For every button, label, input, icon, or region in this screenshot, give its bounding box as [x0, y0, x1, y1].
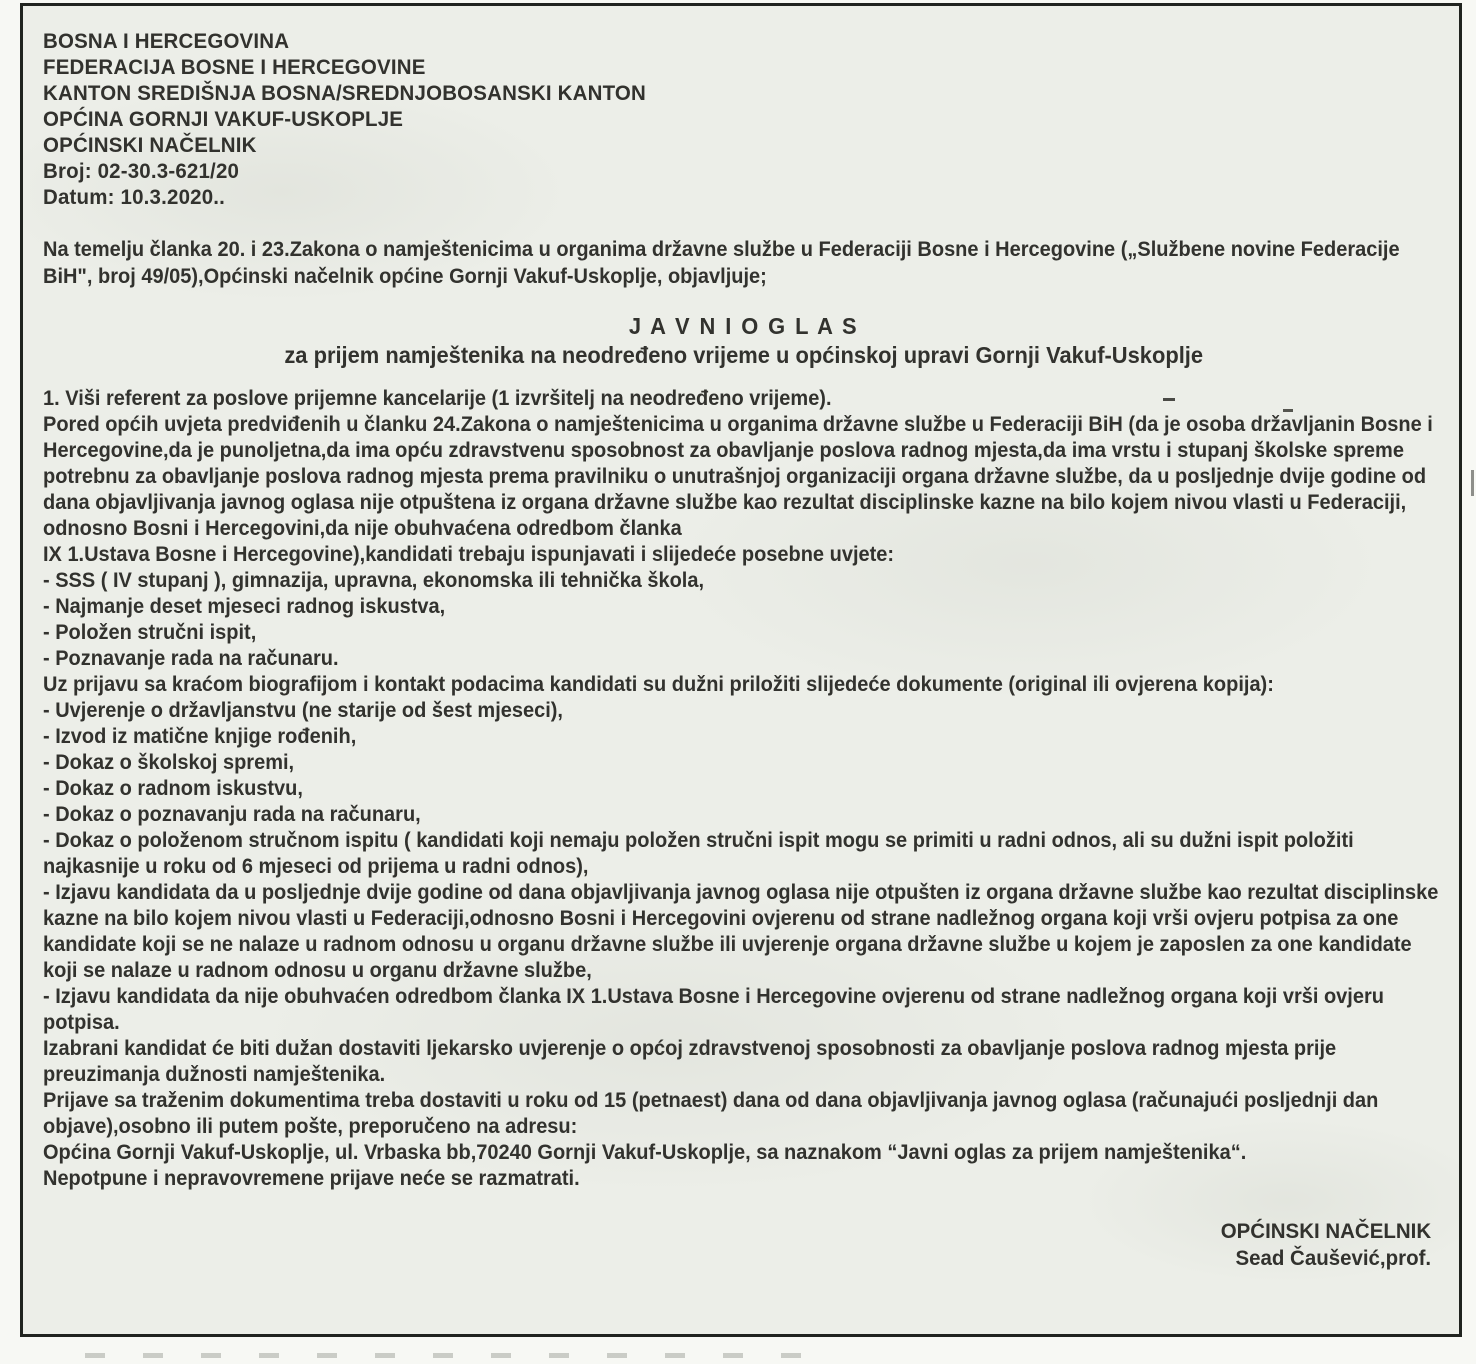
body-paragraph-position: 1. Viši referent za poslove prijemne kancelarije (1 izvršitelj na neodređeno vrijeme). [43, 387, 832, 410]
body-paragraph-special-conditions-intro: IX 1.Ustava Bosne i Hercegovine),kandidati trebaju ispunjavati i slijedeće posebne uvjete: [43, 543, 895, 566]
notice-subtitle: za prijem namještenika na neodređeno vrijeme u općinskoj upravi Gornji Vakuf-Uskoplje [284, 342, 1204, 368]
list-item-experience-proof: - Dokaz o radnom iskustvu, [43, 777, 303, 800]
body-paragraph-deadline: Prijave sa traženim dokumentima treba dostaviti u roku od 15 (petnaest) dana od dana objavljivanja javnog oglasa (računajući posljednji dan objave),osobno ili putem pošte, preporučeno na adresu: [43, 1089, 1379, 1138]
list-item-education-proof: - Dokaz o školskoj spremi, [43, 751, 295, 774]
list-item-education: - SSS ( IV stupanj ), gimnazija, upravna, ekonomska ili tehnička škola, [43, 569, 705, 592]
signature-title: OPĆINSKI NAČELNIK [1220, 1219, 1432, 1243]
body-paragraph-general-conditions: Pored općih uvjeta predviđenih u članku 24.Zakona o namještenicima u organima državne službe u Federaciji BiH (da je osoba državljanin Bosne i Hercegovine,da je punoljetna,da ima opću zdravstvenu sposobnost za obavljanje poslova radnog mjesta,da ima vrstu i stupanj školske spreme potrebnu za obavljanje poslova radnog mjesta prema pravilniku o unutrašnjoj organizaciji organa državne službe, da u posljednje dvije godine od dana objavljivanja javnog oglasa nije otpuštena iz organa državne službe kao rezultat disciplinske kazne na bilo kojem nivou vlasti u Federaciji, odnosno Bosni i Hercegovini,da nije obuhvaćena odredbom članka [43, 413, 1433, 540]
letterhead-line-municipality: OPĆINA GORNJI VAKUF-USKOPLJE [43, 107, 404, 131]
notice-title: J A V N I O G L A S [628, 313, 859, 339]
letterhead-line-country: BOSNA I HERCEGOVINA [43, 29, 290, 53]
list-item-citizenship: - Uvjerenje o državljanstvu (ne starije od šest mjeseci), [43, 699, 564, 722]
scan-artifact-edge-mark [1471, 470, 1474, 496]
list-item-exam-proof: - Dokaz o položenom stručnom ispitu ( kandidati koji nemaju položen stručni ispit mogu se primiti u radni odnos, ali su dužni ispit položiti najkasnije u roku od 6 mjeseci od prijema u radni odnos), [43, 829, 1354, 878]
scan-artifact-bottom-dashes [85, 1353, 815, 1358]
letterhead-line-mayor-office: OPĆINSKI NAČELNIK [43, 133, 257, 157]
list-item-exam: - Položen stručni ispit, [43, 621, 257, 644]
letterhead-line-number: Broj: 02-30.3-621/20 [43, 159, 240, 183]
letterhead-line-date: Datum: 10.3.2020.. [43, 185, 226, 209]
letterhead-line-canton: KANTON SREDIŠNJA BOSNA/SREDNJOBOSANSKI KANTON [43, 81, 646, 105]
list-item-birth-certificate: - Izvod iz matične knjige rođenih, [43, 725, 357, 748]
list-item-computer-proof: - Dokaz o poznavanju rada na računaru, [43, 803, 421, 826]
body-paragraph-medical: Izabrani kandidat će biti dužan dostaviti ljekarsko uvjerenje o općoj zdravstvenoj sposobnosti za obavljanje poslova radnog mjesta prije preuzimanja dužnosti namještenika. [43, 1037, 1337, 1086]
notice-title-block [43, 312, 1444, 370]
signature-name: Sead Čaušević,prof. [1235, 1246, 1432, 1270]
list-item-computer: - Poznavanje rada na računaru. [43, 647, 339, 670]
body-paragraph-documents-intro: Uz prijavu sa kraćom biografijom i kontakt podacima kandidati su dužni priložiti slijedeće dokumente (original ili ovjerena kopija): [43, 673, 1274, 696]
notice-body [43, 386, 1444, 1192]
body-paragraph-address: Općina Gornji Vakuf-Uskoplje, ul. Vrbaska bb,70240 Gornji Vakuf-Uskoplje, sa naznakom “Javni oglas za prijem namještenika“. [43, 1141, 1247, 1164]
intro-paragraph: Na temelju članka 20. i 23.Zakona o namještenicima u organima državne službe u Federaciji Bosne i Hercegovine („Službene novine Federacije BiH", broj 49/05),Općinski načelnik općine Gornji Vakuf-Uskoplje, objavljuje; [43, 238, 1400, 288]
body-paragraph-incomplete: Nepotpune i nepravovremene prijave neće se razmatrati. [43, 1167, 580, 1190]
list-item-experience: - Najmanje deset mjeseci radnog iskustva, [43, 595, 446, 618]
letterhead-line-federation: FEDERACIJA BOSNE I HERCEGOVINE [43, 55, 426, 79]
list-item-statement-constitution: - Izjavu kandidata da nije obuhvaćen odredbom članka IX 1.Ustava Bosne i Hercegovine ovjerenu od strane nadležnog organa koji vrši ovjeru potpisa. [43, 985, 1384, 1034]
document-border [20, 3, 1462, 1337]
list-item-statement-dismissal: - Izjavu kandidata da u posljednje dvije godine od dana objavljivanja javnog oglasa nije otpušten iz organa državne službe kao rezultat disciplinske kazne na bilo kojem nivou vlasti u Federaciji,odnosno Bosni i Hercegovini ovjerenu od strane nadležnog organa koji vrši ovjeru potpisa za one kandidate koji se ne nalaze u radnom odnosu u organu državne službe ili uvjerenje organa državne službe u kojem je zaposlen za one kandidate koji se nalaze u radnom odnosu u organu državne službe, [43, 881, 1439, 982]
signature-block [43, 1218, 1444, 1272]
letterhead [43, 28, 1444, 210]
document-content [43, 28, 1445, 1324]
